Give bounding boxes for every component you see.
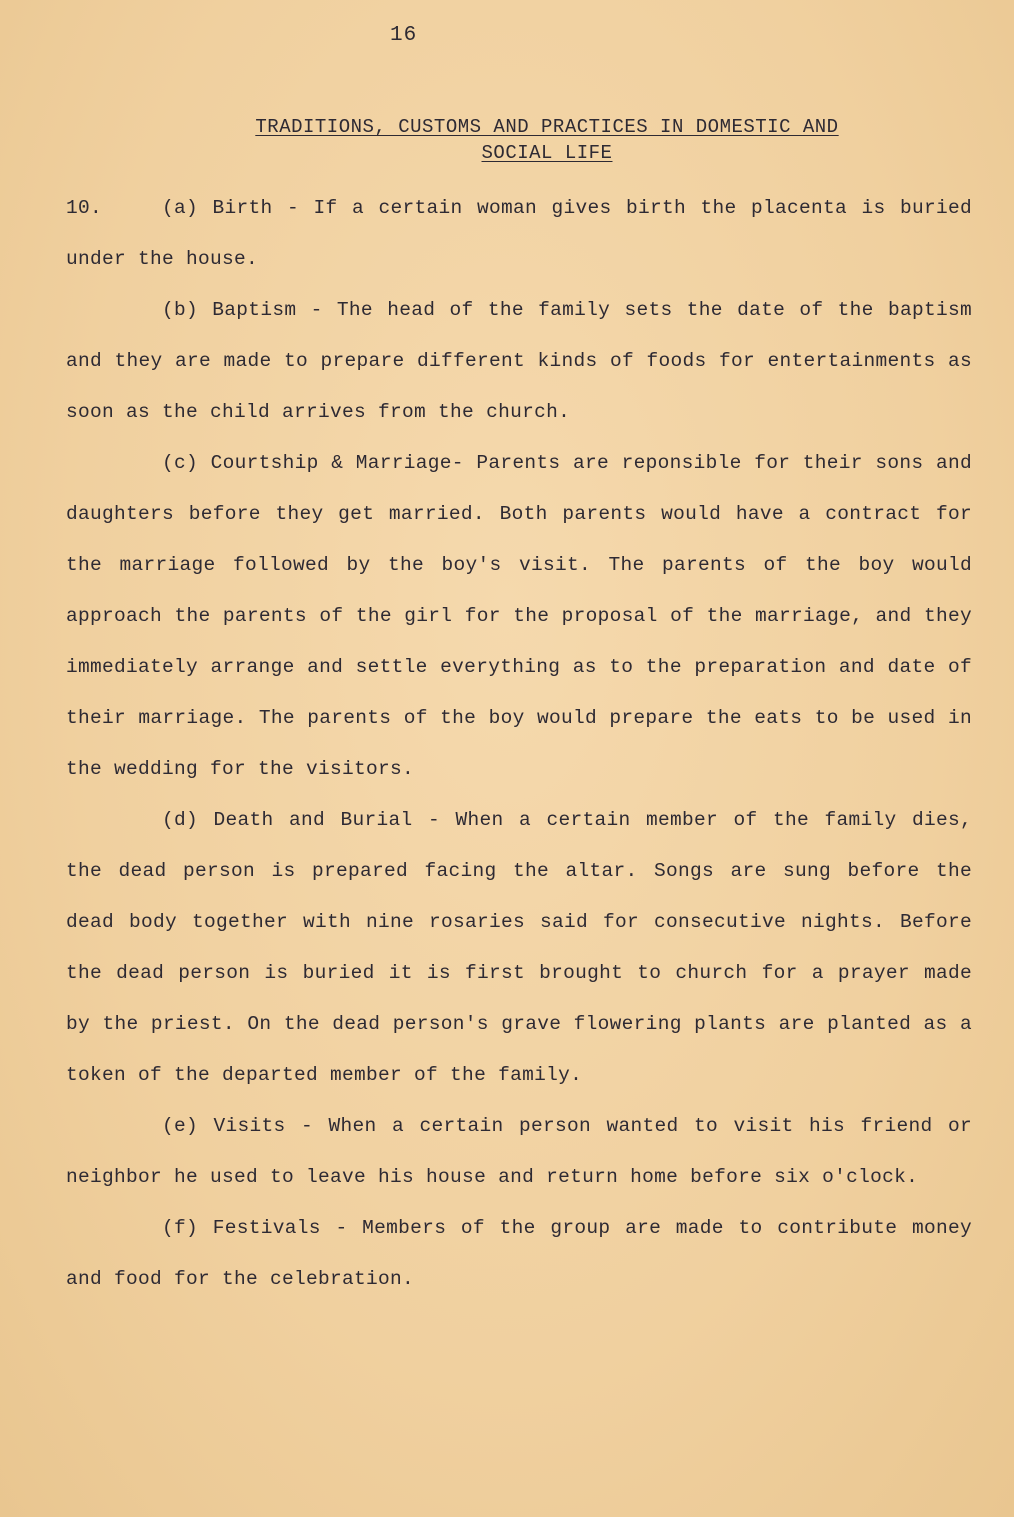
- document-body: [66, 183, 972, 1305]
- page-number: 16: [390, 24, 418, 47]
- title-line-2: [0, 140, 1014, 166]
- paragraph-birth: [66, 183, 972, 285]
- paragraph-courtship: [66, 438, 972, 795]
- paragraph-baptism-text: (b) Baptism - The head of the family sets the date of the baptism and they are made to prepare different kinds of foods for entertainments as soon as the child arrives from the church.: [66, 299, 972, 423]
- paragraph-death: [66, 795, 972, 1101]
- paragraph-visits-text: (e) Visits - When a certain person wanted to visit his friend or neighbor he used to leave his house and return home before six o'clock.: [66, 1115, 972, 1188]
- title-line-1-text: TRADITIONS, CUSTOMS AND PRACTICES IN DOMESTIC AND: [255, 116, 839, 138]
- paragraph-visits: [66, 1101, 972, 1203]
- paragraph-baptism: [66, 285, 972, 438]
- paragraph-birth-text: (a) Birth - If a certain woman gives birth the placenta is buried under the house.: [66, 197, 972, 270]
- paragraph-festivals: [66, 1203, 972, 1305]
- section-number: 10.: [66, 197, 103, 219]
- paragraph-festivals-text: (f) Festivals - Members of the group are made to contribute money and food for the celebration.: [66, 1217, 972, 1290]
- title-line-2-text: SOCIAL LIFE: [481, 142, 613, 164]
- paragraph-death-text: (d) Death and Burial - When a certain member of the family dies, the dead person is prepared facing the altar. Songs are sung before the dead body together with nine rosaries said for consecutive nights. Before the dead person is buried it is first brought to church for a prayer made by the priest. On the dead person's grave flowering plants are planted as a token of the departed member of the family.: [66, 809, 972, 1086]
- paragraph-courtship-text: (c) Courtship & Marriage- Parents are reponsible for their sons and daughters before they get married. Both parents would have a contract for the marriage followed by the boy's visit. The parents of the boy would approach the parents of the girl for the proposal of the marriage, and they immediately arrange and settle everything as to the preparation and date of their marriage. The parents of the boy would prepare the eats to be used in the wedding for the visitors.: [66, 452, 972, 780]
- title-line-1: [0, 114, 1014, 140]
- document-title: [0, 114, 1014, 166]
